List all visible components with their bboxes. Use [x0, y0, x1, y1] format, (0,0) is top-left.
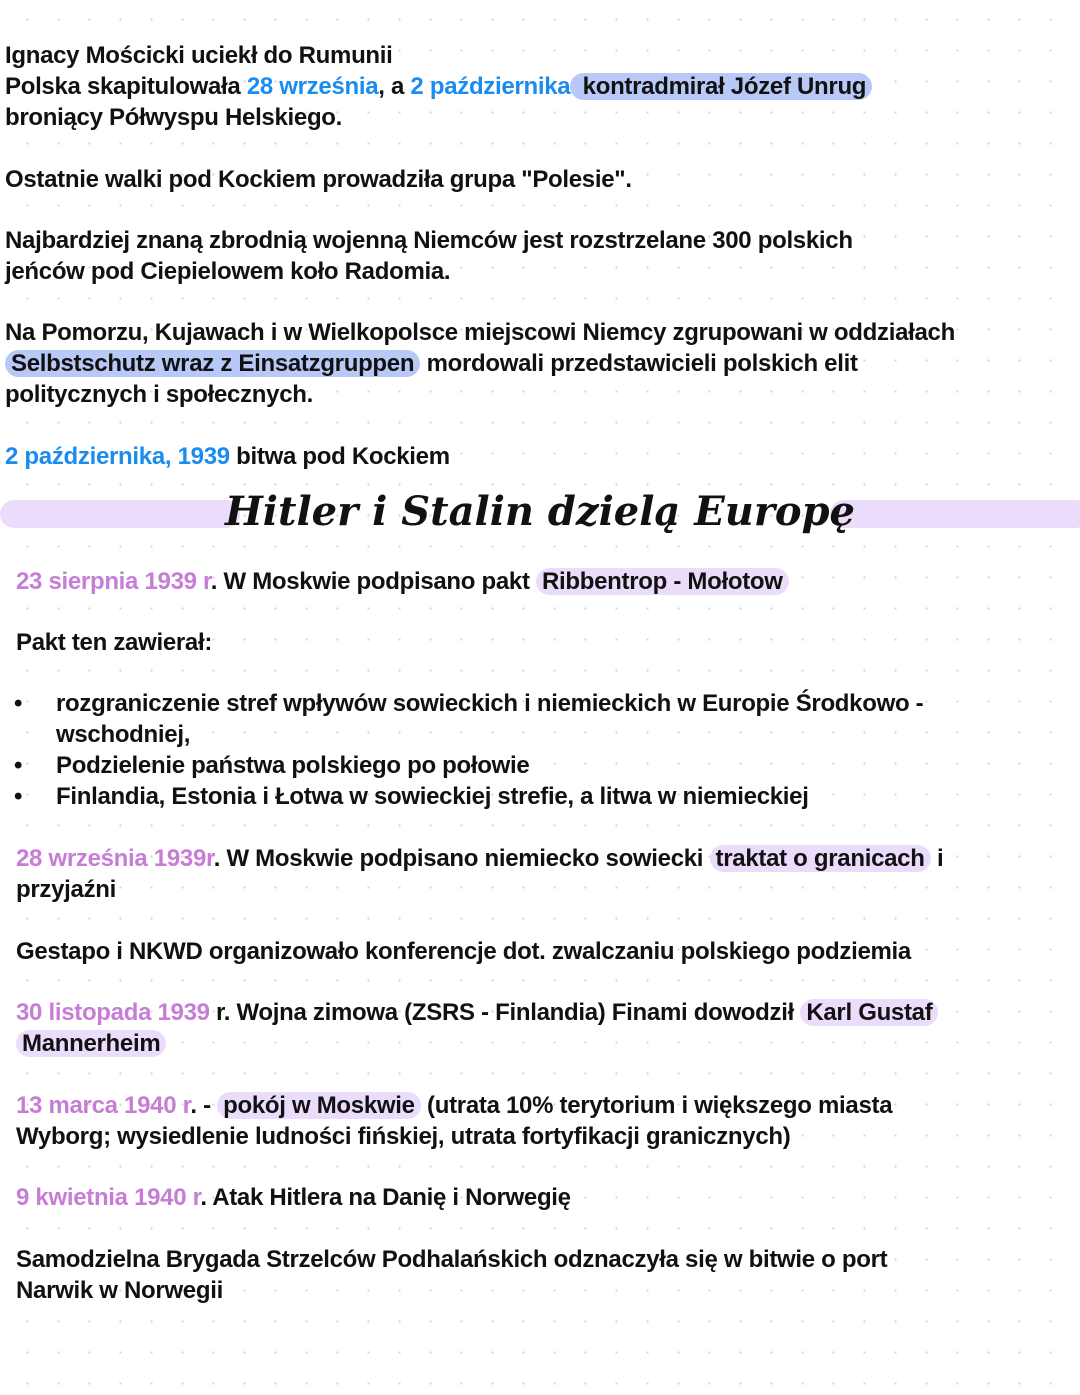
- bullet-icon: •: [14, 690, 23, 717]
- paragraph: [16, 1182, 1080, 1213]
- text-segment: mordowali przedstawicieli polskich elit: [420, 350, 858, 377]
- text-line: [16, 874, 1080, 905]
- highlighted-text: Ribbentrop - Mołotow: [536, 568, 789, 595]
- paragraph: [16, 936, 1080, 967]
- text-segment: i: [930, 845, 944, 872]
- text-line: [16, 1121, 1080, 1152]
- paragraph: [16, 1090, 1080, 1152]
- text-line: [16, 936, 1080, 967]
- text-segment: broniący Półwyspu Helskiego.: [5, 104, 343, 131]
- text-segment: Polska skapitulowała: [5, 73, 247, 100]
- text-segment: (utrata 10% terytorium i większego miasta: [420, 1092, 893, 1119]
- paragraph: [16, 566, 1080, 597]
- text-segment: politycznych i społecznych.: [5, 381, 313, 408]
- text-line: [5, 40, 1080, 71]
- paragraph: [16, 688, 1080, 812]
- text-line: [16, 1275, 1080, 1306]
- text-line: [16, 750, 1080, 781]
- text-line: [16, 1090, 1080, 1121]
- text-line: [5, 441, 1080, 472]
- text-line: [5, 348, 1080, 379]
- text-line: [5, 71, 1080, 102]
- text-line: [5, 102, 1080, 133]
- paragraph: [5, 317, 1080, 410]
- text-segment: przyjaźni: [16, 876, 116, 903]
- date-text: 23 sierpnia 1939 r: [16, 568, 211, 595]
- paragraph: [16, 997, 1080, 1059]
- text-line: [5, 317, 1080, 348]
- text-line: [5, 164, 1080, 195]
- text-line: [16, 1028, 1080, 1059]
- paragraph: [5, 225, 1080, 287]
- text-segment: , a: [378, 73, 411, 100]
- paragraph: [5, 164, 1080, 195]
- highlighted-text: Selbstschutz wraz z Einsatzgruppen: [5, 350, 420, 377]
- text-segment: rozgraniczenie stref wpływów sowieckich i niemieckich w Europie Środkowo -: [56, 690, 924, 717]
- text-line: [16, 997, 1080, 1028]
- date-text: 9 kwietnia 1940 r: [16, 1184, 201, 1211]
- highlighted-text: traktat o granicach: [710, 845, 931, 872]
- text-line: [16, 627, 1080, 658]
- paragraph: [16, 1244, 1080, 1306]
- text-segment: . -: [190, 1092, 218, 1119]
- text-line: [16, 781, 1080, 812]
- text-segment: . W Moskwie podpisano niemiecko sowiecki: [213, 845, 710, 872]
- text-segment: r. Wojna zimowa (ZSRS - Finlandia) Finami dowodził: [209, 999, 801, 1026]
- text-line: [16, 719, 1080, 750]
- text-segment: . W Moskwie podpisano pakt: [210, 568, 537, 595]
- text-segment: Wyborg; wysiedlenie ludności fińskiej, utrata fortyfikacji granicznych): [16, 1123, 791, 1150]
- date-text: 30 listopada 1939: [16, 999, 210, 1026]
- text-segment: jeńców pod Ciepielowem koło Radomia.: [5, 258, 451, 285]
- text-segment: . Atak Hitlera na Danię i Norwegię: [200, 1184, 571, 1211]
- text-segment: Ostatnie walki pod Kockiem prowadziła grupa "Polesie".: [5, 166, 632, 193]
- bullet-icon: •: [14, 752, 23, 779]
- date-text: 28 września 1939r: [16, 845, 214, 872]
- date-text: 2 października: [410, 73, 571, 100]
- highlighted-text: kontradmirał Józef Unrug: [570, 73, 872, 100]
- text-line: [16, 688, 1080, 719]
- date-text: 2 października, 1939: [5, 443, 230, 470]
- highlighted-text: pokój w Moskwie: [217, 1092, 421, 1119]
- text-line: [16, 1182, 1080, 1213]
- highlighted-text: Karl Gustaf: [800, 999, 938, 1026]
- text-segment: Najbardziej znaną zbrodnią wojenną Niemców jest rozstrzelane 300 polskich: [5, 227, 853, 254]
- text-segment: Na Pomorzu, Kujawach i w Wielkopolsce miejscowi Niemcy zgrupowani w oddziałach: [5, 319, 955, 346]
- paragraph: [16, 627, 1080, 658]
- date-text: 28 września: [246, 73, 379, 100]
- text-line: [5, 379, 1080, 410]
- text-segment: Gestapo i NKWD organizowało konferencje dot. zwalczaniu polskiego podziemia: [16, 938, 911, 965]
- text-line: [16, 566, 1080, 597]
- paragraph: [5, 40, 1080, 133]
- text-segment: Samodzielna Brygada Strzelców Podhalańskich odznaczyła się w bitwie o port: [16, 1246, 888, 1273]
- highlighted-text: Mannerheim: [16, 1030, 166, 1057]
- bullet-icon: •: [14, 783, 23, 810]
- text-line: [16, 1244, 1080, 1275]
- text-segment: Ignacy Mościcki uciekł do Rumunii: [5, 42, 393, 69]
- text-segment: Narwik w Norwegii: [16, 1277, 223, 1304]
- text-segment: wschodniej,: [56, 721, 191, 748]
- paragraph: [16, 843, 1080, 905]
- text-segment: Pakt ten zawierał:: [16, 629, 213, 656]
- text-line: [5, 225, 1080, 256]
- section-title: Hitler i Stalin dzielą Europę: [224, 488, 856, 535]
- text-segment: Podzielenie państwa polskiego po połowie: [56, 752, 530, 779]
- text-segment: bitwa pod Kockiem: [229, 443, 450, 470]
- text-line: [5, 256, 1080, 287]
- date-text: 13 marca 1940 r: [16, 1092, 191, 1119]
- text-segment: Finlandia, Estonia i Łotwa w sowieckiej strefie, a litwa w niemieckiej: [56, 783, 809, 810]
- paragraph: [5, 441, 1080, 472]
- text-line: [16, 843, 1080, 874]
